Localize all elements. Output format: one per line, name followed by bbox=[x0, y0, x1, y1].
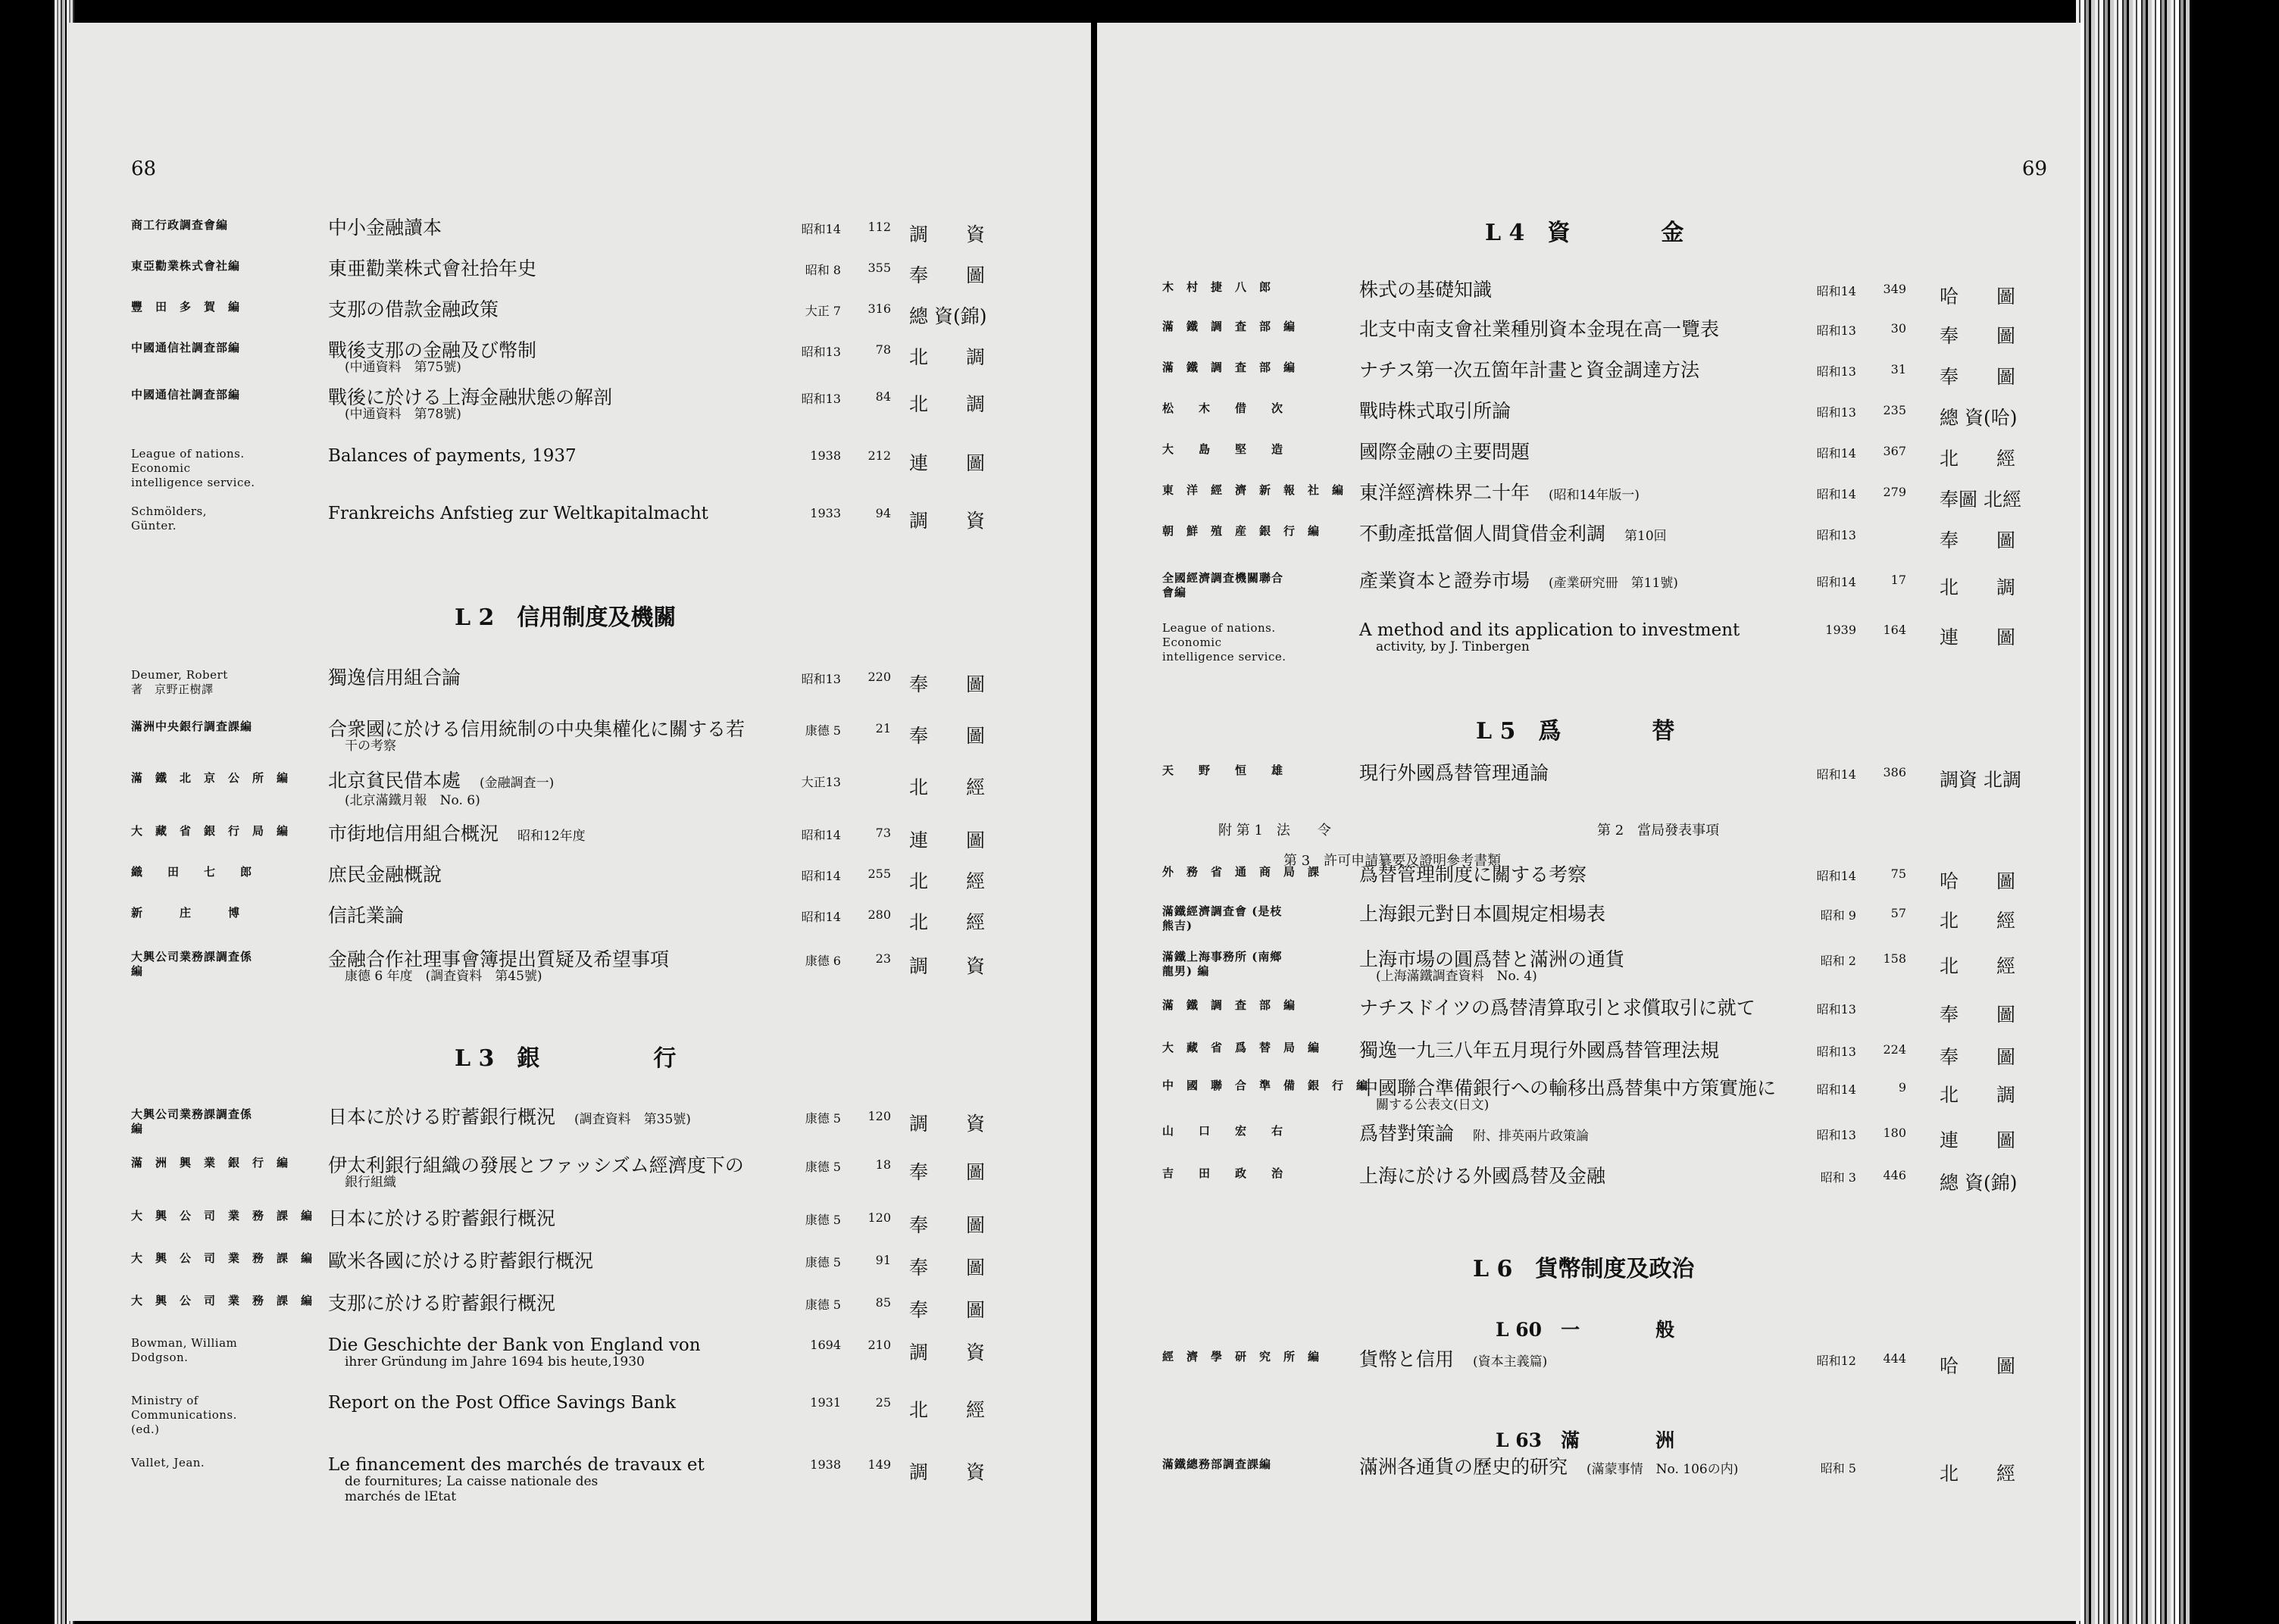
entry-pages: 94 bbox=[875, 506, 891, 520]
entry-library: 總 資(錦) bbox=[1940, 1172, 2018, 1194]
entry-library: 奉 圖 bbox=[1940, 1046, 2016, 1068]
entry-year: 1931 bbox=[810, 1395, 841, 1410]
entry-year: 昭和 9 bbox=[1820, 908, 1856, 923]
entry-year: 康德 5 bbox=[805, 1111, 841, 1126]
entry-author: 中國通信社調査部編 bbox=[131, 388, 241, 401]
entry-title bbox=[328, 950, 828, 984]
entry-pages: 75 bbox=[1890, 867, 1906, 881]
entry-year: 昭和14 bbox=[1816, 767, 1856, 782]
entry-year: 1938 bbox=[810, 448, 841, 463]
entry-title-text: ナチス第一次五箇年計畫と資金調達方法 bbox=[1359, 359, 1700, 381]
entry-title-text: 不動產抵當個人間貸借金利調 bbox=[1359, 523, 1606, 545]
entry-author: 大 藏 省 爲 替 局 編 bbox=[1162, 1041, 1321, 1054]
entry-author: 滿 洲 興 業 銀 行 編 bbox=[131, 1156, 289, 1170]
entry-author: 大 興 公 司 業 務 課 編 bbox=[131, 1251, 314, 1265]
entry-author: Bowman, William Dodgson. bbox=[131, 1336, 238, 1364]
entry-title bbox=[1359, 1124, 1844, 1146]
entry-pages: 280 bbox=[868, 907, 891, 922]
entry-author: Ministry of Communications. (ed.) bbox=[131, 1394, 237, 1436]
entry-title-note: (中通資料 第75號) bbox=[345, 360, 461, 375]
entry-year: 昭和13 bbox=[801, 392, 841, 406]
entry-title-inline-note: (調査資料 第35號) bbox=[574, 1112, 691, 1127]
entry-author: 大 興 公 司 業 務 課 編 bbox=[131, 1294, 314, 1307]
entry-title bbox=[328, 1294, 828, 1313]
entry-title-inline-note: 昭和12年度 bbox=[517, 829, 586, 844]
entry-title-text: 東洋經濟株界二十年 bbox=[1359, 482, 1530, 504]
entry-title-text: 戰後に於ける上海金融狀態の解剖 bbox=[328, 386, 613, 408]
entry-author: 松 木 借 次 bbox=[1162, 401, 1284, 415]
entry-title-text: 戰後支那の金融及び幣制 bbox=[328, 339, 537, 361]
entry-library: 北 經 bbox=[909, 776, 986, 798]
entry-year: 昭和13 bbox=[1816, 323, 1856, 338]
entry-title-text: 上海銀元對日本圓規定相場表 bbox=[1359, 903, 1606, 925]
entry-library: 奉 圖 bbox=[909, 264, 986, 286]
entry-pages: 120 bbox=[868, 1210, 891, 1225]
entry-title-text: 爲替對策論 bbox=[1359, 1123, 1455, 1145]
entry-title bbox=[1359, 950, 1844, 984]
entry-title bbox=[1359, 524, 1844, 546]
entry-title bbox=[328, 865, 828, 884]
entry-year: 1694 bbox=[810, 1338, 841, 1352]
entry-year: 康德 6 bbox=[805, 954, 841, 968]
entry-title-text: 上海市場の圓爲替と滿洲の通貨 bbox=[1359, 948, 1625, 970]
entry-pages: 9 bbox=[1898, 1080, 1906, 1095]
entry-author: 木 村 捷 八 郎 bbox=[1162, 280, 1272, 294]
entry-library: 哈 圖 bbox=[1940, 286, 2016, 308]
entry-title-text: 國際金融の主要問題 bbox=[1359, 441, 1530, 463]
entry-author: 新 庄 博 bbox=[131, 906, 241, 920]
entry-year: 昭和14 bbox=[1816, 1082, 1856, 1097]
entry-library: 北 經 bbox=[1940, 448, 2016, 470]
subsection-heading-l60: L 60 一 般 bbox=[1496, 1319, 1675, 1341]
entry-library: 總 資(哈) bbox=[1940, 407, 2018, 429]
entry-year: 昭和13 bbox=[1816, 1128, 1856, 1142]
entry-pages: 224 bbox=[1883, 1042, 1906, 1057]
entry-library: 連 圖 bbox=[909, 829, 986, 851]
left-page bbox=[67, 23, 1091, 1621]
right-page bbox=[1097, 23, 2080, 1621]
entry-author: 滿 鐵 北 京 公 所 編 bbox=[131, 771, 289, 785]
entry-title bbox=[1359, 764, 1844, 782]
entry-title-text: 伊太利銀行組織の發展とファッシズム經濟度下の bbox=[328, 1154, 744, 1176]
entry-title bbox=[328, 1394, 828, 1412]
entry-author: 豐 田 多 賀 編 bbox=[131, 300, 241, 314]
entry-year: 昭和13 bbox=[1816, 1045, 1856, 1059]
entry-title bbox=[328, 1107, 828, 1129]
entry-year: 康德 5 bbox=[805, 1213, 841, 1227]
entry-title bbox=[328, 720, 828, 754]
entry-title-text: Le financement des marchés de travaux et bbox=[328, 1455, 705, 1475]
entry-pages: 180 bbox=[1883, 1126, 1906, 1140]
entry-title bbox=[328, 504, 828, 523]
entry-title-note: (上海滿鐵調査資料 No. 4) bbox=[1376, 969, 1537, 984]
entry-title bbox=[328, 771, 828, 808]
entry-library: 調 資 bbox=[909, 955, 986, 977]
entry-library: 北 調 bbox=[909, 346, 986, 368]
entry-title-inline-note: (產業研究冊 第11號) bbox=[1549, 576, 1678, 591]
entry-title bbox=[1359, 571, 1844, 593]
entry-year: 昭和14 bbox=[801, 910, 841, 924]
entry-year: 昭和14 bbox=[1816, 446, 1856, 461]
entry-pages: 85 bbox=[875, 1295, 891, 1310]
entry-title-text: 現行外國爲替管理通論 bbox=[1359, 762, 1549, 784]
entry-library: 奉 圖 bbox=[1940, 529, 2016, 551]
entry-title bbox=[328, 1336, 828, 1369]
entry-library: 北 經 bbox=[909, 911, 986, 933]
entry-author: 經 濟 學 研 究 所 編 bbox=[1162, 1350, 1321, 1363]
entry-library: 北 經 bbox=[1940, 955, 2016, 977]
entry-title bbox=[1359, 401, 1844, 420]
entry-title bbox=[328, 1156, 828, 1190]
entry-library: 調 資 bbox=[909, 510, 986, 532]
entry-library: 調 資 bbox=[909, 1341, 986, 1363]
entry-title bbox=[1359, 865, 1844, 884]
entry-title-text: 支那に於ける貯蓄銀行概況 bbox=[328, 1292, 556, 1314]
entry-author: 滿 鐵 調 査 部 編 bbox=[1162, 361, 1296, 374]
entry-pages: 446 bbox=[1883, 1168, 1906, 1182]
entry-title-text: 東亜勸業株式會社拾年史 bbox=[328, 258, 537, 280]
entry-pages: 25 bbox=[875, 1395, 891, 1410]
entry-library: 北 調 bbox=[1940, 1084, 2016, 1106]
entry-year: 大正13 bbox=[801, 775, 841, 789]
entry-title-inline-note: (資本主義篇) bbox=[1473, 1354, 1548, 1369]
entry-title bbox=[328, 1251, 828, 1270]
entry-author: 大興公司業務課調査係 編 bbox=[131, 1107, 253, 1135]
entry-library: 奉圖 北經 bbox=[1940, 489, 2021, 511]
entry-author: 滿 鐵 調 査 部 編 bbox=[1162, 998, 1296, 1012]
entry-library: 北 經 bbox=[909, 1399, 986, 1421]
entry-year: 昭和12 bbox=[1816, 1354, 1856, 1368]
entry-year: 康德 5 bbox=[805, 1255, 841, 1270]
entry-library: 北 經 bbox=[1940, 910, 2016, 932]
entry-title-text: 歐米各國に於ける貯蓄銀行概況 bbox=[328, 1250, 594, 1272]
scan-edge-right bbox=[2076, 0, 2190, 1624]
entry-pages: 158 bbox=[1883, 951, 1906, 966]
entry-library: 連 圖 bbox=[1940, 1129, 2016, 1151]
entry-title-text: A method and its application to investment bbox=[1359, 620, 1740, 640]
entry-title bbox=[1359, 1350, 1844, 1372]
entry-title bbox=[1359, 904, 1844, 923]
entry-title bbox=[328, 388, 828, 422]
entry-year: 康德 5 bbox=[805, 1298, 841, 1312]
entry-title-text: Die Geschichte der Bank von England von bbox=[328, 1335, 701, 1355]
entry-title bbox=[328, 1209, 828, 1228]
entry-pages: 279 bbox=[1883, 485, 1906, 499]
section-heading-l6: L 6 貨幣制度及政治 bbox=[1473, 1256, 1695, 1282]
entry-title-note: 關する公表文(日文) bbox=[1376, 1098, 1490, 1113]
entry-title bbox=[1359, 320, 1844, 339]
entry-pages: 349 bbox=[1883, 282, 1906, 296]
entry-title-text: Report on the Post Office Savings Bank bbox=[328, 1393, 676, 1413]
entry-title bbox=[328, 447, 828, 465]
entry-library: 總 資(錦) bbox=[909, 305, 987, 327]
appendix-line-3: 第 3 許可申請纂要及證明參考書類 bbox=[1283, 853, 1502, 869]
entry-title-text: 信託業論 bbox=[328, 904, 405, 926]
entry-library: 調 資 bbox=[909, 1461, 986, 1483]
entry-library: 北 經 bbox=[1940, 1463, 2016, 1485]
entry-title-text: 產業資本と證券市場 bbox=[1359, 570, 1530, 592]
entry-author: Schmölders, Günter. bbox=[131, 504, 208, 532]
entry-title bbox=[328, 824, 828, 846]
entry-pages: 57 bbox=[1890, 906, 1906, 920]
entry-pages: 23 bbox=[875, 951, 891, 966]
entry-year: 昭和 2 bbox=[1820, 954, 1856, 968]
entry-title-text: 合衆國に於ける信用統制の中央集權化に關する若 bbox=[328, 718, 746, 740]
entry-title-text: 貨幣と信用 bbox=[1359, 1348, 1455, 1370]
entry-author: 織 田 七 郎 bbox=[131, 865, 253, 879]
entry-title-note: activity, by J. Tinbergen bbox=[1376, 639, 1530, 654]
entry-library: 調資 北調 bbox=[1940, 769, 2021, 791]
entry-title bbox=[1359, 483, 1844, 505]
entry-title-text: 中小金融讀本 bbox=[328, 217, 442, 239]
entry-year: 昭和14 bbox=[801, 869, 841, 883]
entry-pages: 210 bbox=[868, 1338, 891, 1352]
entry-pages: 31 bbox=[1890, 362, 1906, 376]
entry-year: 昭和14 bbox=[1816, 284, 1856, 298]
entry-year: 大正 7 bbox=[805, 304, 841, 318]
entry-title-text: 金融合作社理事會簿提出質疑及希望事項 bbox=[328, 948, 670, 970]
entry-year: 昭和13 bbox=[801, 345, 841, 359]
entry-library: 奉 圖 bbox=[909, 1299, 986, 1321]
entry-title-text: 獨逸一九三八年五月現行外國爲替管理法規 bbox=[1359, 1039, 1720, 1061]
entry-year: 昭和13 bbox=[1816, 528, 1856, 542]
entry-author: 外 務 省 通 商 局 課 bbox=[1162, 865, 1321, 879]
entry-library: 奉 圖 bbox=[909, 1214, 986, 1236]
entry-title-inline-note: (昭和14年版一) bbox=[1549, 488, 1640, 503]
entry-title bbox=[1359, 1079, 1844, 1113]
entry-pages: 17 bbox=[1890, 573, 1906, 587]
entry-library: 奉 圖 bbox=[1940, 1004, 2016, 1026]
appendix-line-2: 第 2 當局發表事項 bbox=[1597, 823, 1720, 839]
entry-library: 哈 圖 bbox=[1940, 1355, 2016, 1377]
entry-year: 1933 bbox=[810, 506, 841, 520]
entry-pages: 212 bbox=[868, 448, 891, 463]
entry-title bbox=[1359, 361, 1844, 379]
entry-author: 吉 田 政 治 bbox=[1162, 1166, 1284, 1180]
entry-title-text: 上海に於ける外國爲替及金融 bbox=[1359, 1165, 1606, 1187]
entry-pages: 91 bbox=[875, 1253, 891, 1267]
entry-pages: 316 bbox=[868, 301, 891, 316]
entry-author: Vallet, Jean. bbox=[131, 1456, 205, 1469]
entry-pages: 21 bbox=[875, 721, 891, 735]
entry-library: 奉 圖 bbox=[1940, 366, 2016, 388]
entry-title-note: (中通資料 第78號) bbox=[345, 407, 461, 422]
entry-title-text: 滿洲各通貨の歷史的研究 bbox=[1359, 1456, 1568, 1478]
entry-library: 調 資 bbox=[909, 1113, 986, 1135]
entry-author: 中 國 聯 合 準 備 銀 行 編 bbox=[1162, 1079, 1369, 1092]
entry-pages: 220 bbox=[868, 670, 891, 684]
entry-title-note: 康德 6 年度 (調査資料 第45號) bbox=[345, 969, 542, 984]
entry-year: 昭和 3 bbox=[1820, 1170, 1856, 1185]
section-heading-l3: L 3 銀 行 bbox=[455, 1045, 677, 1072]
entry-library: 奉 圖 bbox=[909, 725, 986, 747]
entry-pages: 73 bbox=[875, 826, 891, 840]
entry-author: 商工行政調査會編 bbox=[131, 218, 229, 232]
entry-title-note: de fournitures; La caisse nationale des marchés de lEtat bbox=[345, 1474, 599, 1504]
entry-year: 昭和 5 bbox=[1820, 1461, 1856, 1476]
entry-author: League of nations. Economic intelligence service. bbox=[131, 447, 255, 489]
entry-author: 滿鐵上海事務所 (南鄉 龍男) 編 bbox=[1162, 950, 1283, 978]
entry-pages: 355 bbox=[868, 261, 891, 275]
entry-pages: 386 bbox=[1883, 765, 1906, 779]
entry-title-note: 銀行組織 bbox=[345, 1175, 396, 1190]
entry-title-note: (北京滿鐵月報 No. 6) bbox=[345, 793, 480, 808]
entry-author: 全國經濟調査機關聯合 會編 bbox=[1162, 571, 1284, 599]
entry-year: 昭和13 bbox=[801, 672, 841, 686]
entry-title-text: 戰時株式取引所論 bbox=[1359, 400, 1512, 422]
entry-library: 奉 圖 bbox=[909, 1161, 986, 1183]
entry-title bbox=[328, 906, 828, 925]
entry-title-text: Frankreichs Anfstieg zur Weltkapitalmacht bbox=[328, 504, 708, 523]
entry-pages: 235 bbox=[1883, 403, 1906, 417]
entry-author: 大 島 堅 造 bbox=[1162, 442, 1284, 456]
entry-title-inline-note: 第10回 bbox=[1624, 529, 1667, 544]
entry-pages: 84 bbox=[875, 389, 891, 404]
page-number: 68 bbox=[131, 158, 157, 180]
entry-library: 北 調 bbox=[1940, 576, 2016, 598]
entry-title bbox=[1359, 1166, 1844, 1185]
entry-pages: 30 bbox=[1890, 321, 1906, 336]
entry-pages: 367 bbox=[1883, 444, 1906, 458]
entry-library: 哈 圖 bbox=[1940, 870, 2016, 892]
entry-title bbox=[328, 668, 828, 687]
entry-pages: 120 bbox=[868, 1109, 891, 1123]
entry-year: 昭和13 bbox=[1816, 1002, 1856, 1017]
section-heading-l4: L 4 資 金 bbox=[1485, 220, 1684, 246]
entry-title-text: 株式の基礎知識 bbox=[1359, 279, 1493, 301]
entry-author: 大 藏 省 銀 行 局 編 bbox=[131, 824, 289, 838]
entry-title-text: Balances of payments, 1937 bbox=[328, 446, 577, 466]
entry-year: 昭和14 bbox=[801, 222, 841, 236]
entry-title bbox=[328, 300, 828, 319]
entry-pages: 112 bbox=[868, 220, 891, 234]
subsection-heading-l63: L 63 滿 洲 bbox=[1496, 1429, 1675, 1451]
entry-title-note: 干の考察 bbox=[345, 739, 396, 754]
entry-author: 天 野 恒 雄 bbox=[1162, 764, 1284, 777]
entry-pages: 149 bbox=[868, 1457, 891, 1472]
entry-title-text: 獨逸信用組合論 bbox=[328, 667, 461, 689]
entry-library: 奉 圖 bbox=[909, 1257, 986, 1279]
entry-library: 奉 圖 bbox=[1940, 325, 2016, 347]
entry-year: 康德 5 bbox=[805, 1160, 841, 1174]
entry-title bbox=[1359, 621, 1844, 654]
entry-title-text: 支那の借款金融政策 bbox=[328, 298, 499, 320]
entry-library: 北 經 bbox=[909, 870, 986, 892]
entry-pages: 255 bbox=[868, 867, 891, 881]
entry-author: 滿鐵總務部調査課編 bbox=[1162, 1457, 1272, 1471]
entry-pages: 164 bbox=[1883, 623, 1906, 637]
entry-year: 昭和 8 bbox=[805, 263, 841, 277]
entry-year: 昭和14 bbox=[1816, 487, 1856, 501]
entry-title-text: 爲替管理制度に關する考察 bbox=[1359, 864, 1587, 885]
entry-library: 連 圖 bbox=[909, 452, 986, 474]
entry-title bbox=[1359, 1457, 1844, 1479]
entry-author: 滿鐵經濟調査會 (是枝 熊吉) bbox=[1162, 904, 1283, 932]
entry-year: 1939 bbox=[1825, 623, 1856, 637]
entry-title-text: 中國聯合準備銀行への輸移出爲替集中方策實施に bbox=[1359, 1077, 1777, 1099]
entry-author: 東 洋 經 濟 新 報 社 編 bbox=[1162, 483, 1345, 497]
entry-author: 滿 鐵 調 査 部 編 bbox=[1162, 320, 1296, 333]
entry-title bbox=[1359, 1041, 1844, 1060]
entry-year: 昭和14 bbox=[1816, 869, 1856, 883]
entry-year: 昭和14 bbox=[1816, 575, 1856, 589]
entry-pages: 444 bbox=[1883, 1351, 1906, 1366]
entry-pages: 78 bbox=[875, 342, 891, 357]
entry-year: 昭和13 bbox=[1816, 405, 1856, 420]
entry-library: 奉 圖 bbox=[909, 673, 986, 695]
entry-year: 康德 5 bbox=[805, 723, 841, 738]
entry-year: 昭和13 bbox=[1816, 364, 1856, 379]
entry-year: 1938 bbox=[810, 1457, 841, 1472]
entry-library: 調 資 bbox=[909, 223, 986, 245]
entry-title bbox=[1359, 280, 1844, 299]
entry-title-inline-note: 附、排英兩片政策論 bbox=[1473, 1129, 1590, 1144]
entry-title-text: 日本に於ける貯蓄銀行概況 bbox=[328, 1106, 556, 1128]
entry-title-text: 北支中南支會社業種別資本金現在高一覽表 bbox=[1359, 318, 1720, 340]
entry-title-text: 日本に於ける貯蓄銀行概況 bbox=[328, 1207, 556, 1229]
entry-title-text: 市街地信用組合概況 bbox=[328, 823, 499, 845]
entry-title bbox=[1359, 442, 1844, 461]
appendix-line-1: 附 第 1 法 令 bbox=[1218, 823, 1331, 839]
entry-title bbox=[328, 341, 828, 375]
entry-author: Deumer, Robert 著 京野正樹譯 bbox=[131, 668, 228, 696]
entry-pages: 18 bbox=[875, 1157, 891, 1172]
entry-title-text: 庶民金融概說 bbox=[328, 864, 442, 885]
entry-library: 北 調 bbox=[909, 393, 986, 415]
entry-title bbox=[328, 218, 828, 237]
entry-author: 大 興 公 司 業 務 課 編 bbox=[131, 1209, 314, 1223]
entry-author: 大興公司業務課調査係 編 bbox=[131, 950, 253, 978]
entry-title bbox=[1359, 998, 1844, 1017]
entry-author: 東亞勸業株式會社編 bbox=[131, 259, 241, 273]
entry-title-inline-note: (金融調査一) bbox=[480, 776, 555, 791]
entry-title-note: ihrer Gründung im Jahre 1694 bis heute,1930 bbox=[345, 1354, 645, 1369]
entry-title bbox=[328, 1456, 828, 1504]
entry-author: 中國通信社調査部編 bbox=[131, 341, 241, 354]
entry-author: League of nations. Economic intelligence service. bbox=[1162, 621, 1286, 664]
entry-title-text: 北京貧民借本處 bbox=[328, 770, 461, 792]
entry-title bbox=[328, 259, 828, 278]
section-heading-l5: L 5 爲 替 bbox=[1476, 718, 1675, 745]
entry-title-text: ナチスドイツの爲替清算取引と求償取引に就て bbox=[1359, 997, 1755, 1019]
entry-author: 滿洲中央銀行調査課編 bbox=[131, 720, 253, 733]
page-number: 69 bbox=[2021, 158, 2047, 180]
entry-year: 昭和14 bbox=[801, 828, 841, 842]
entry-title-inline-note: (滿蒙事情 No. 106の内) bbox=[1587, 1462, 1739, 1477]
entry-author: 朝 鮮 殖 産 銀 行 編 bbox=[1162, 524, 1321, 538]
entry-library: 連 圖 bbox=[1940, 626, 2016, 648]
entry-author: 山 口 宏 右 bbox=[1162, 1124, 1284, 1138]
section-heading-l2: L 2 信用制度及機關 bbox=[455, 604, 677, 631]
